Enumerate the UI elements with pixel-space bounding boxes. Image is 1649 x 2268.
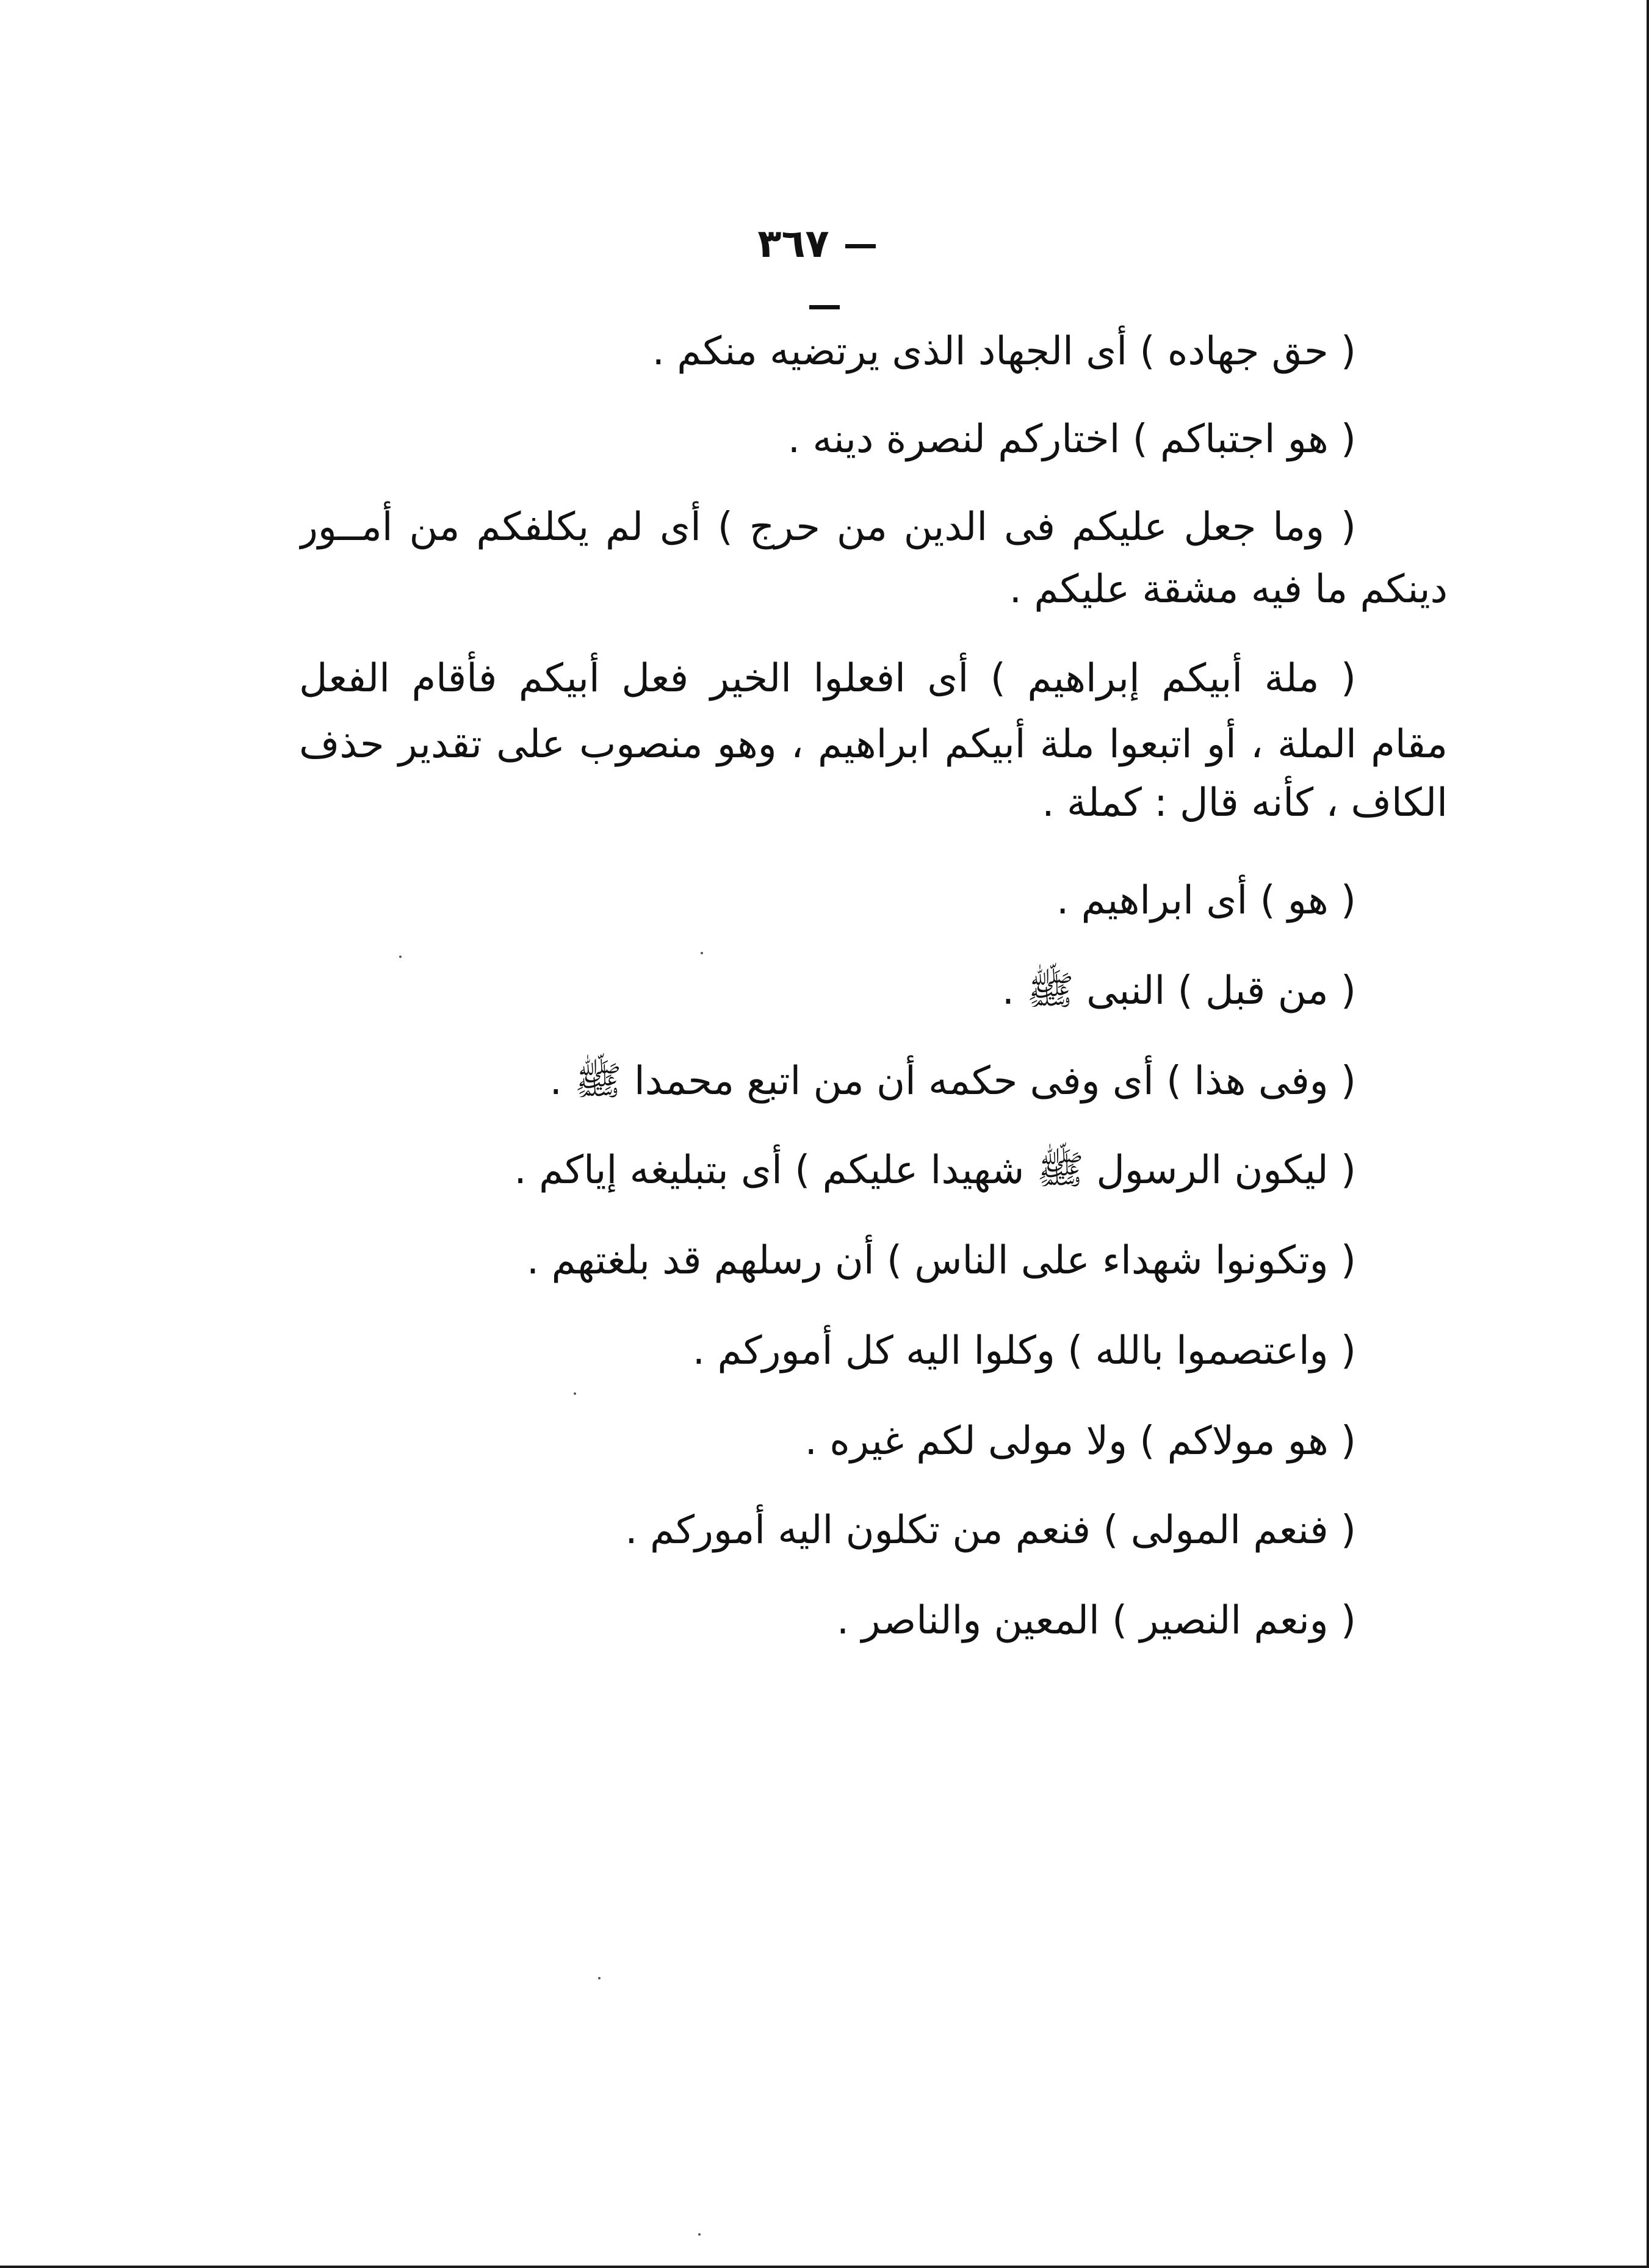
text-line-3: ( وما جعل عليكم فى الدين من حرج ) أى لم يكلفكم من أمــور xyxy=(299,505,1356,550)
text-line-13: ( واعتصموا بالله ) وكلوا اليه كل أموركم . xyxy=(692,1328,1356,1373)
scan-speck xyxy=(399,956,402,958)
text-line-8: ( هو ) أى ابراهيم . xyxy=(1056,878,1356,923)
text-line-9: ( من قبل ) النبى ﷺ . xyxy=(1001,968,1356,1013)
page-bottom-border xyxy=(0,2266,1649,2268)
dash-right xyxy=(845,244,876,248)
text-line-12: ( وتكونوا شهداء على الناس ) أن رسلهم قد بلغتهم . xyxy=(526,1238,1356,1283)
scan-speck xyxy=(598,1977,601,1979)
text-line-5: ( ملة أبيكم إبراهيم ) أى افعلوا الخير فعل أبيكم فأقام الفعل xyxy=(299,656,1356,701)
text-line-4: دينكم ما فيه مشقة عليكم . xyxy=(1009,567,1448,612)
text-line-14: ( هو مولاكم ) ولا مولى لكم غيره . xyxy=(804,1419,1356,1464)
scan-speck xyxy=(701,952,703,954)
text-line-1: ( حق جهاده ) أى الجهاد الذى يرتضيه منكم . xyxy=(652,329,1356,374)
text-line-15: ( فنعم المولى ) فنعم من تكلون اليه أموركم . xyxy=(625,1508,1356,1553)
text-line-7: الكاف ، كأنه قال : كملة . xyxy=(1042,780,1448,826)
dash-left xyxy=(809,305,840,309)
scan-speck xyxy=(574,1392,576,1395)
scan-speck xyxy=(698,2233,701,2236)
page-number-text: ٣٦٧ xyxy=(757,221,829,267)
text-line-10: ( وفى هذا ) أى وفى حكمه أن من اتبع محمدا ﷺ . xyxy=(549,1059,1356,1104)
text-line-2: ( هو اجتباكم ) اختاركم لنصرة دينه . xyxy=(787,417,1356,462)
page-right-border xyxy=(1647,0,1649,2268)
text-line-11: ( ليكون الرسول ﷺ شهيدا عليكم ) أى بتبليغه إياكم . xyxy=(514,1148,1356,1193)
page-number xyxy=(733,214,916,275)
text-line-6: مقام الملة ، أو اتبعوا ملة أبيكم ابراهيم ، وهو منصوب على تقدير حذف xyxy=(299,722,1448,767)
text-line-16: ( ونعم النصير ) المعين والناصر . xyxy=(836,1598,1356,1643)
